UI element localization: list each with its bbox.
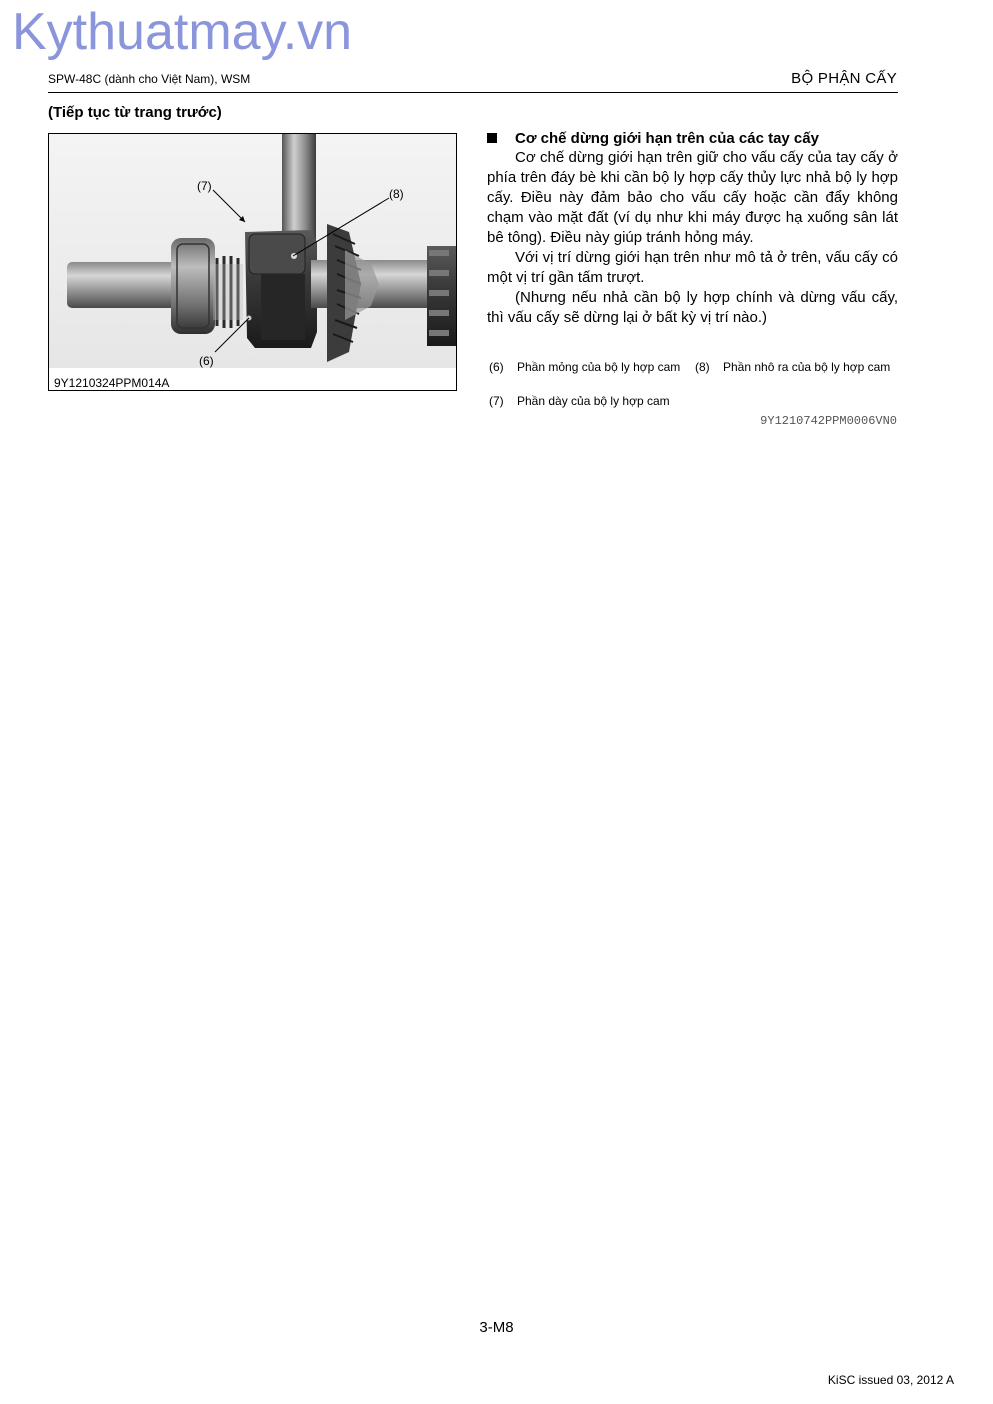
legend-number: (7) xyxy=(489,394,504,408)
section-upper-stop-mechanism xyxy=(487,128,898,328)
legend-item xyxy=(489,393,707,410)
watermark-logo: Kythuatmay.vn xyxy=(12,3,353,61)
gear-assembly-photo xyxy=(49,134,456,368)
header-manual-title: SPW-48C (dành cho Việt Nam), WSM xyxy=(48,72,251,86)
callout-8: (8) xyxy=(389,187,404,201)
legend-text: Phần nhô ra của bộ ly hợp cam xyxy=(723,360,891,374)
figure-code: 9Y1210324PPM014A xyxy=(54,376,170,390)
continued-note: (Tiếp tục từ trang trước) xyxy=(48,104,222,121)
callout-6: (6) xyxy=(199,354,214,368)
section-title-text: Cơ chế dừng giới hạn trên của các tay cấy xyxy=(515,129,819,147)
figure-frame xyxy=(48,133,457,391)
legend-item xyxy=(489,359,687,376)
section-title xyxy=(487,128,898,148)
header-rule xyxy=(48,92,898,93)
document-code: 9Y1210742PPM0006VN0 xyxy=(760,414,897,428)
paragraph: (Nhưng nếu nhả cần bộ ly hợp chính và dừng vấu cấy, thì vấu cấy sẽ dừng lại ở bất kỳ vị trí nào.) xyxy=(487,289,898,326)
paragraph: Cơ chế dừng giới hạn trên giữ cho vấu cấy của tay cấy ở phía trên đáy bè khi cần bộ ly hợp cấy thủy lực nhả bộ ly hợp cấy. Điều này đảm bảo cho vấu cấy hoặc cần đẩy không chạm vào mặt đất (ví dụ như khi máy được hạ xuống sân lát bê tông). Điều này giúp tránh hỏng máy. xyxy=(487,149,898,246)
callout-7: (7) xyxy=(197,179,212,193)
page-number: 3-M8 xyxy=(479,1319,514,1336)
header-section-title: BỘ PHẬN CẤY xyxy=(791,70,897,87)
paragraph: Với vị trí dừng giới hạn trên như mô tả ở trên, vấu cấy có một vị trí gần tấm trượt. xyxy=(487,249,898,286)
bullet-square-icon xyxy=(487,133,497,143)
legend-text: Phần dày của bộ ly hợp cam xyxy=(517,394,670,408)
legend-text: Phần mỏng của bộ ly hợp cam xyxy=(517,360,681,374)
issued-note: KiSC issued 03, 2012 A xyxy=(827,1373,954,1387)
legend-number: (8) xyxy=(695,360,710,374)
legend-number: (6) xyxy=(489,360,504,374)
legend-item xyxy=(695,359,893,376)
